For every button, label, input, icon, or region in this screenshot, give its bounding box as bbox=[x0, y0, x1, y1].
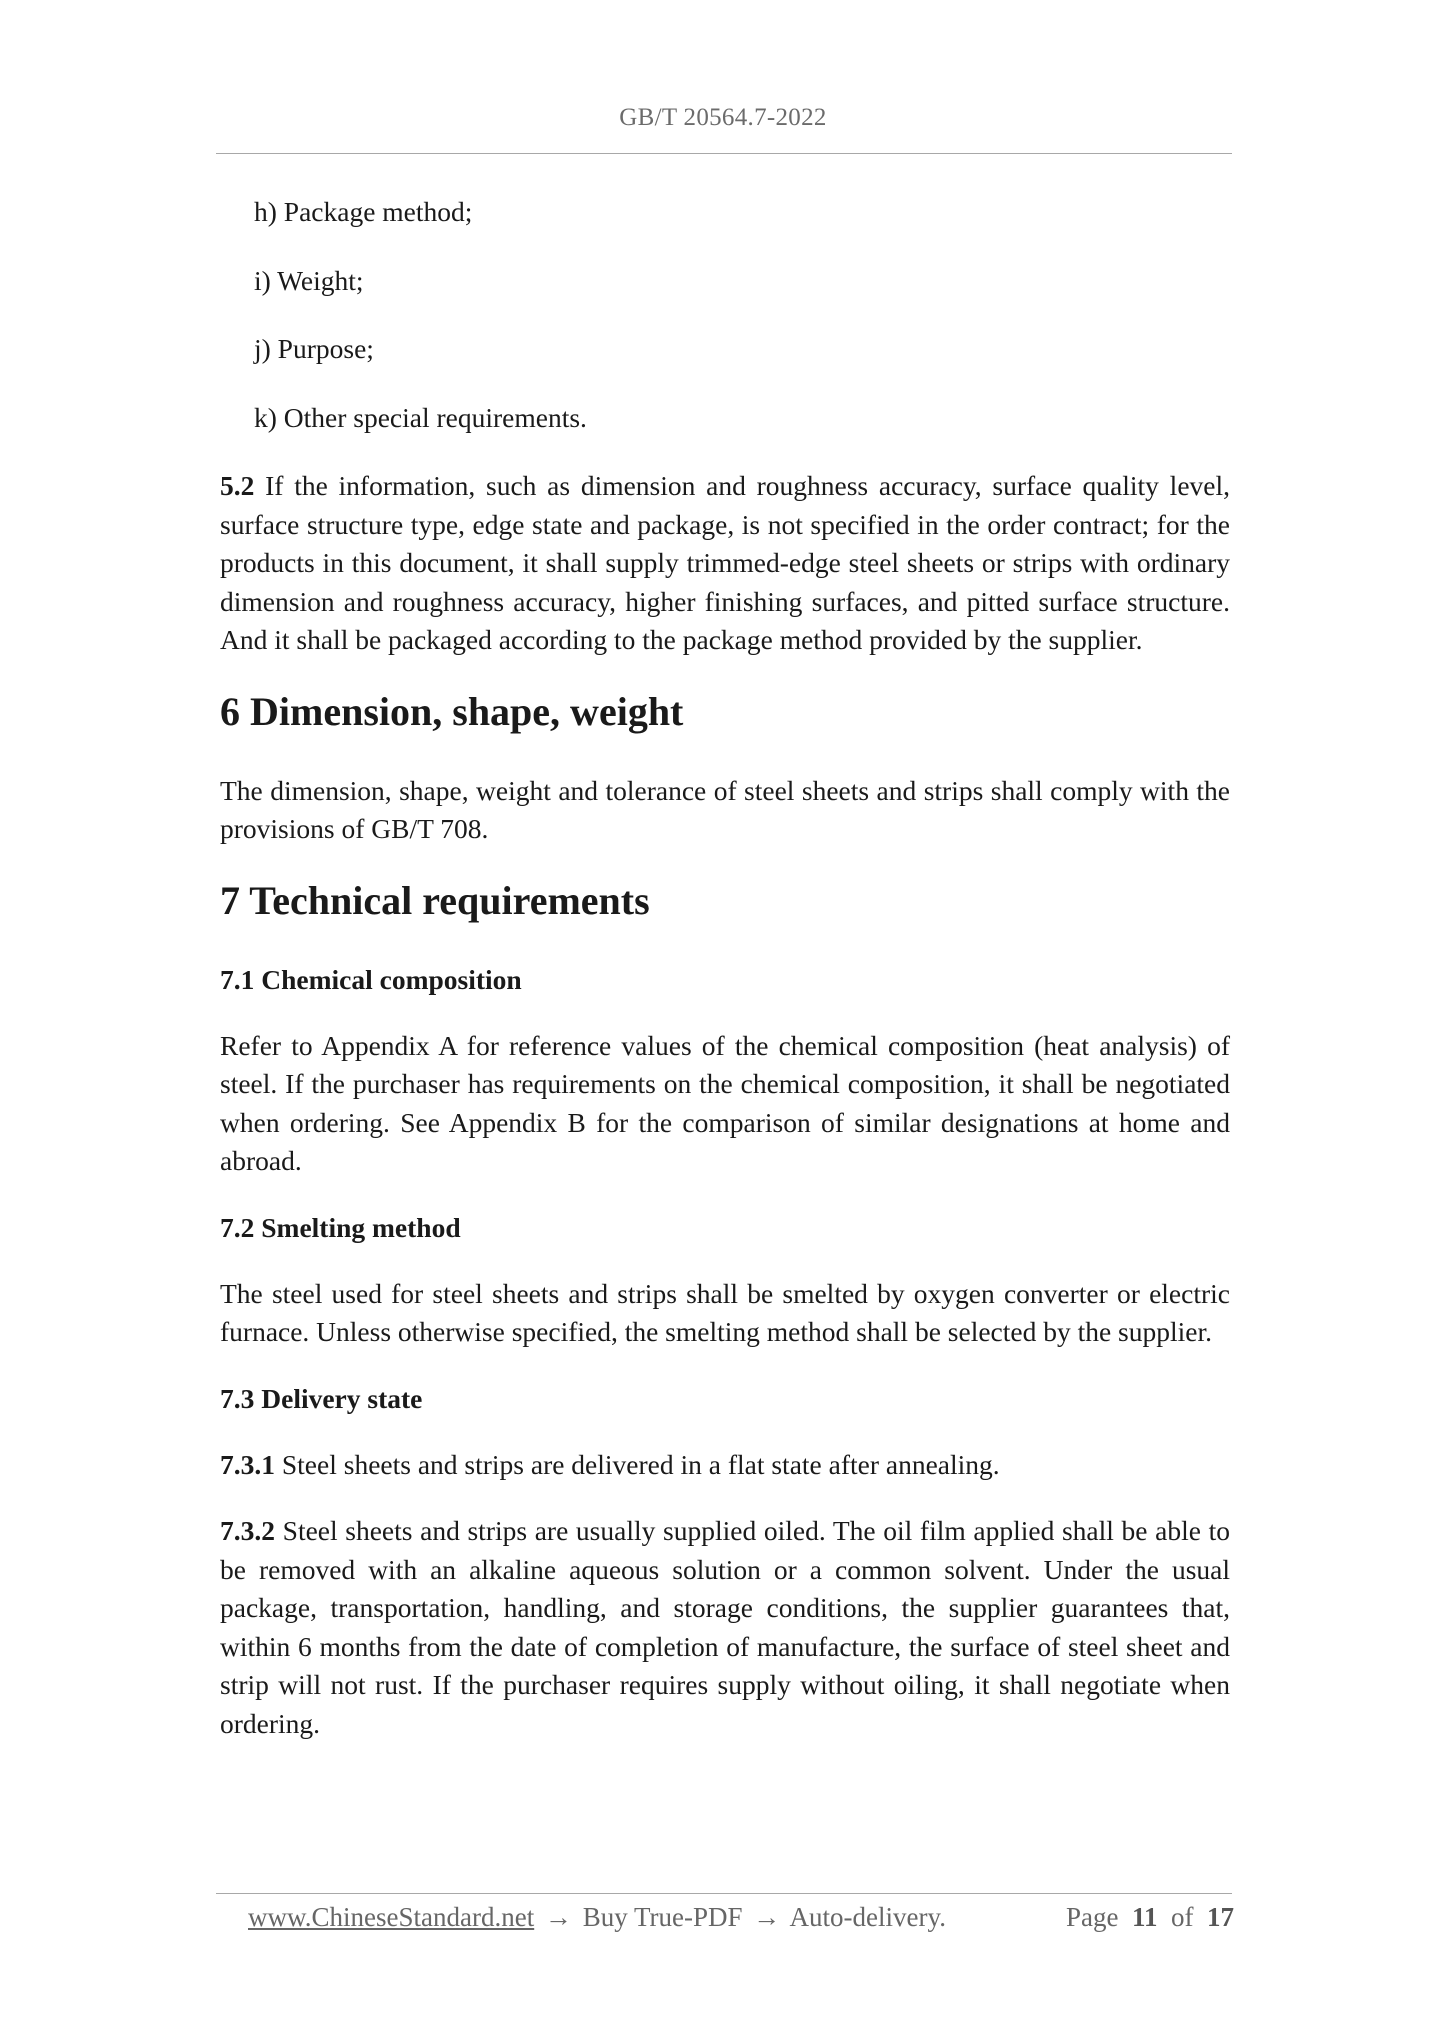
clause-text: Steel sheets and strips are usually supplied oiled. The oil film applied shall be able to be removed with an alkaline aqueous solution or a common solvent. Under the usual package, transportation, handling, and storage conditions, the supplier guarantees that, within 6 months from the date of completion of manufacture, the surface of steel sheet and strip will not rust. If the purchaser requires supply without oiling, it shall negotiate when ordering. bbox=[220, 1515, 1230, 1739]
page-indicator bbox=[1066, 1898, 1234, 1936]
page-header: GB/T 20564.7-2022 bbox=[619, 104, 827, 131]
section-heading-7: 7 Technical requirements bbox=[220, 877, 650, 923]
subsection-7-2-text: The steel used for steel sheets and strips shall be smelted by oxygen converter or electric furnace. Unless otherwise specified, the smelting method shall be selected by the supplier. bbox=[220, 1277, 1230, 1347]
header-divider bbox=[216, 153, 1232, 154]
page-footer bbox=[248, 1898, 1234, 1936]
subsection-7-1-text: Refer to Appendix A for reference values of the chemical composition (heat analysis) of steel. If the purchaser has requirements on the chemical composition, it shall be negotiated when ordering. See Appendix B for the comparison of similar designations at home and abroad. bbox=[220, 1029, 1230, 1176]
section-heading-6: 6 Dimension, shape, weight bbox=[220, 688, 684, 734]
page-content bbox=[220, 193, 1230, 1771]
list-item: k) Other special requirements. bbox=[254, 401, 587, 433]
subsection-heading-7-2: 7.2 Smelting method bbox=[220, 1211, 461, 1243]
clause-text: If the information, such as dimension and roughness accuracy, surface quality level, surface structure type, edge state and package, is not specified in the order contract; for the products in this document, it shall supply trimmed-edge steel sheets or strips with ordinary dimension and roughness accuracy, higher finishing surfaces, and pitted surface structure. And it shall be packaged according to the package method provided by the supplier. bbox=[220, 470, 1230, 655]
page-total: 17 bbox=[1207, 1902, 1234, 1932]
of-label: of bbox=[1171, 1902, 1194, 1932]
arrow-right-icon: → bbox=[544, 1902, 572, 1932]
page-label: Page bbox=[1066, 1902, 1119, 1932]
clause-7-3-2 bbox=[220, 1512, 1230, 1743]
subsection-heading-7-3: 7.3 Delivery state bbox=[220, 1382, 423, 1414]
clause-number: 5.2 bbox=[220, 470, 255, 501]
section-6-text: The dimension, shape, weight and tolerance of steel sheets and strips shall comply with the provisions of GB/T 708. bbox=[220, 774, 1230, 844]
list-item: h) Package method; bbox=[254, 196, 473, 227]
clause-text: Steel sheets and strips are delivered in a flat state after annealing. bbox=[275, 1448, 1000, 1480]
list-item: j) Purpose; bbox=[254, 333, 374, 364]
footer-left bbox=[248, 1898, 946, 1936]
clause-number: 7.3.1 bbox=[220, 1448, 275, 1480]
list-item: i) Weight; bbox=[254, 264, 364, 296]
footer-divider bbox=[216, 1893, 1232, 1894]
subsection-heading-7-1: 7.1 Chemical composition bbox=[220, 963, 522, 995]
arrow-right-icon: → bbox=[753, 1902, 781, 1932]
clause-number: 7.3.2 bbox=[220, 1515, 275, 1546]
auto-delivery-text: Auto-delivery. bbox=[789, 1902, 946, 1932]
clause-5-2 bbox=[220, 467, 1230, 660]
website-link[interactable]: www.ChineseStandard.net bbox=[248, 1902, 535, 1932]
page-current: 11 bbox=[1131, 1902, 1158, 1932]
buy-pdf-text: Buy True-PDF bbox=[582, 1902, 743, 1932]
clause-7-3-1 bbox=[220, 1446, 1230, 1485]
